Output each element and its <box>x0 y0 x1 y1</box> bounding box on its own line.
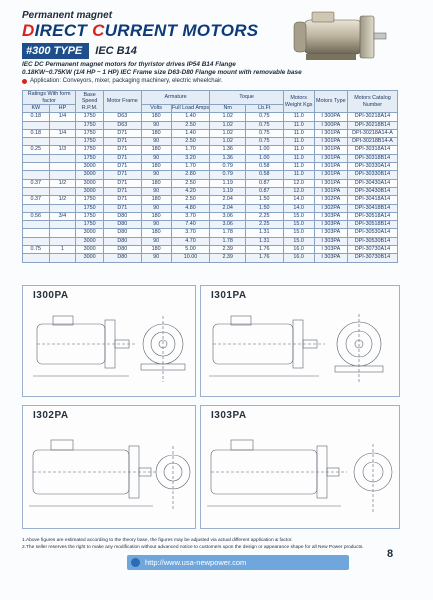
header-torque: Toque <box>210 91 283 105</box>
cell-kw: 0.25 <box>23 146 50 154</box>
cell-catalog: DPI-30730A14 <box>347 246 397 254</box>
cell-hp <box>49 237 76 245</box>
cell-hp <box>49 154 76 162</box>
cell-nm: 2.04 <box>210 204 245 212</box>
cell-amps: 3.20 <box>171 154 210 162</box>
cell-weight: 15.0 <box>283 229 314 237</box>
cell-volts: 180 <box>141 146 171 154</box>
cell-weight: 12.0 <box>283 187 314 195</box>
cell-frame: D80 <box>103 229 141 237</box>
cell-frame: D80 <box>103 212 141 220</box>
cell-nm: 1.78 <box>210 229 245 237</box>
spec-table-body <box>23 113 398 262</box>
cell-speed: 3000 <box>76 163 104 171</box>
cell-hp <box>49 254 76 262</box>
cell-speed: 1750 <box>76 212 104 220</box>
cell-amps: 4.80 <box>171 204 210 212</box>
cell-kw: 0.37 <box>23 179 50 187</box>
cell-hp: 1/3 <box>49 146 76 154</box>
footnote-2: 2.The seller reserves the right to make any modification without advanced notice to customers upon the design or appearance shape for all New Power products. <box>22 545 364 550</box>
cell-nm: 2.39 <box>210 254 245 262</box>
cell-nm: 1.02 <box>210 121 245 129</box>
cell-amps: 1.70 <box>171 146 210 154</box>
cell-kw <box>23 154 50 162</box>
cell-speed: 1750 <box>76 113 104 121</box>
header-armature: Armature <box>141 91 210 105</box>
cell-kw: 0.75 <box>23 246 50 254</box>
cell-frame: D71 <box>103 146 141 154</box>
cell-volts: 180 <box>141 163 171 171</box>
motor-drawing-icon <box>201 286 399 396</box>
iec-label: IEC B14 <box>95 45 137 57</box>
cell-lbft: 1.31 <box>245 229 283 237</box>
cell-kw <box>23 171 50 179</box>
title-d-cap: D <box>22 21 35 40</box>
cell-kw <box>23 221 50 229</box>
motor-drawing-icon <box>23 286 195 396</box>
cell-nm: 1.19 <box>210 179 245 187</box>
cell-volts: 90 <box>141 154 171 162</box>
cell-volts: 180 <box>141 246 171 254</box>
cell-hp <box>49 221 76 229</box>
drawing-title: I300PA <box>33 290 69 301</box>
table-row <box>23 187 398 195</box>
cell-weight: 11.0 <box>283 121 314 129</box>
cell-type: I 302PA <box>314 204 347 212</box>
cell-lbft: 1.00 <box>245 146 283 154</box>
cell-catalog: DPI-30330B14 <box>347 171 397 179</box>
cell-volts: 180 <box>141 113 171 121</box>
cell-frame: D71 <box>103 129 141 137</box>
cell-frame: D71 <box>103 179 141 187</box>
cell-amps: 5.00 <box>171 246 210 254</box>
table-row <box>23 171 398 179</box>
cell-type: I 301PA <box>314 163 347 171</box>
cell-volts: 90 <box>141 237 171 245</box>
table-row <box>23 229 398 237</box>
cell-hp: 1/4 <box>49 113 76 121</box>
cell-nm: 1.02 <box>210 129 245 137</box>
header-kw: KW <box>23 105 50 113</box>
cell-catalog: DPI-30218A14-A <box>347 129 397 137</box>
header-ratings: Ratings With form factor <box>23 91 76 105</box>
cell-weight: 11.0 <box>283 171 314 179</box>
table-row <box>23 237 398 245</box>
cell-amps: 1.40 <box>171 113 210 121</box>
cell-speed: 1750 <box>76 154 104 162</box>
cell-lbft: 0.75 <box>245 129 283 137</box>
cell-kw: 0.18 <box>23 129 50 137</box>
cell-nm: 3.06 <box>210 221 245 229</box>
cell-speed: 1750 <box>76 121 104 129</box>
cell-frame: D63 <box>103 113 141 121</box>
cell-kw <box>23 254 50 262</box>
cell-speed: 3000 <box>76 246 104 254</box>
cell-hp <box>49 204 76 212</box>
cell-type: I 300PA <box>314 113 347 121</box>
cell-lbft: 0.87 <box>245 187 283 195</box>
cell-nm: 1.36 <box>210 146 245 154</box>
cell-type: I 301PA <box>314 138 347 146</box>
header-motor-frame: Motor Frame <box>103 91 141 113</box>
title-c-cap: C <box>92 21 105 40</box>
cell-lbft: 0.75 <box>245 113 283 121</box>
cell-catalog: DPI-30430A14 <box>347 179 397 187</box>
cell-frame: D80 <box>103 221 141 229</box>
cell-hp <box>49 121 76 129</box>
header-base-speed: Base Speed R.P.M. <box>76 91 104 113</box>
cell-speed: 3000 <box>76 229 104 237</box>
cell-type: I 301PA <box>314 179 347 187</box>
cell-weight: 14.0 <box>283 196 314 204</box>
cell-speed: 3000 <box>76 187 104 195</box>
cell-speed: 1750 <box>76 196 104 204</box>
cell-hp <box>49 163 76 171</box>
cell-amps: 3.70 <box>171 229 210 237</box>
cell-catalog: DPI-30530A14 <box>347 229 397 237</box>
cell-type: I 301PA <box>314 171 347 179</box>
header-motors-type: Motors Type <box>314 91 347 113</box>
header-weight: Motors Weight Kgs <box>283 91 314 113</box>
cell-nm: 1.02 <box>210 113 245 121</box>
cell-lbft: 1.00 <box>245 154 283 162</box>
table-row <box>23 138 398 146</box>
header-hp: HP <box>49 105 76 113</box>
motor-drawing-icon <box>23 406 195 528</box>
cell-volts: 90 <box>141 171 171 179</box>
header-nm: Nm <box>210 105 245 113</box>
globe-icon <box>131 558 140 567</box>
cell-weight: 15.0 <box>283 221 314 229</box>
cell-hp <box>49 229 76 237</box>
cell-kw <box>23 187 50 195</box>
cell-speed: 3000 <box>76 237 104 245</box>
cell-lbft: 1.50 <box>245 196 283 204</box>
cell-speed: 1750 <box>76 204 104 212</box>
cell-frame: D80 <box>103 254 141 262</box>
cell-lbft: 0.58 <box>245 171 283 179</box>
spec-table <box>22 90 398 263</box>
description-line-2: 0.18KW~0.75KW (1/4 HP ~ 1 HP) IEC Frame size D63-D80 Flange mount with removable base <box>22 69 302 76</box>
cell-speed: 1750 <box>76 146 104 154</box>
cell-weight: 15.0 <box>283 212 314 220</box>
cell-lbft: 0.58 <box>245 163 283 171</box>
cell-catalog: DPI-30218A14 <box>347 113 397 121</box>
cell-frame: D80 <box>103 237 141 245</box>
cell-weight: 15.0 <box>283 237 314 245</box>
cell-catalog: DPI-30430B14 <box>347 187 397 195</box>
cell-type: I 301PA <box>314 129 347 137</box>
cell-lbft: 2.25 <box>245 221 283 229</box>
cell-type: I 301PA <box>314 154 347 162</box>
header-catalog-number: Motors Catalog Number <box>347 91 397 113</box>
cell-speed: 1750 <box>76 138 104 146</box>
cell-weight: 11.0 <box>283 129 314 137</box>
cell-lbft: 1.31 <box>245 237 283 245</box>
cell-type: I 301PA <box>314 146 347 154</box>
application-line <box>22 78 223 84</box>
cell-volts: 90 <box>141 204 171 212</box>
cell-hp: 1/4 <box>49 129 76 137</box>
cell-hp: 1/2 <box>49 196 76 204</box>
cell-volts: 180 <box>141 212 171 220</box>
cell-kw <box>23 163 50 171</box>
table-row <box>23 254 398 262</box>
cell-hp <box>49 138 76 146</box>
cell-catalog: DPI-30318A14 <box>347 146 397 154</box>
cell-type: I 302PA <box>314 196 347 204</box>
cell-weight: 11.0 <box>283 138 314 146</box>
table-row <box>23 204 398 212</box>
cell-nm: 3.06 <box>210 212 245 220</box>
cell-volts: 90 <box>141 221 171 229</box>
cell-catalog: DPI-30518B14 <box>347 221 397 229</box>
header-lbft: Lb.Ft <box>245 105 283 113</box>
cell-frame: D63 <box>103 121 141 129</box>
cell-hp <box>49 171 76 179</box>
supertitle: Permanent magnet <box>22 10 113 21</box>
cell-kw <box>23 121 50 129</box>
cell-catalog: DPI-30218B14-A <box>347 138 397 146</box>
cell-hp: 1/2 <box>49 179 76 187</box>
drawing-i300pa <box>22 285 196 397</box>
table-row <box>23 163 398 171</box>
cell-catalog: DPI-30730B14 <box>347 254 397 262</box>
cell-nm: 1.36 <box>210 154 245 162</box>
table-row <box>23 212 398 220</box>
cell-lbft: 1.76 <box>245 246 283 254</box>
application-text: Application: Conveyors, mixer, packaging machinery, electric wheelchair. <box>30 78 223 84</box>
cell-nm: 1.02 <box>210 138 245 146</box>
cell-nm: 1.78 <box>210 237 245 245</box>
table-row <box>23 154 398 162</box>
cell-weight: 14.0 <box>283 204 314 212</box>
cell-amps: 2.80 <box>171 171 210 179</box>
cell-catalog: DPI-30330A14 <box>347 163 397 171</box>
cell-kw <box>23 237 50 245</box>
cell-lbft: 0.75 <box>245 121 283 129</box>
cell-kw <box>23 138 50 146</box>
cell-speed: 3000 <box>76 171 104 179</box>
cell-catalog: DPI-30518A14 <box>347 212 397 220</box>
cell-catalog: DPI-30418A14 <box>347 196 397 204</box>
table-row <box>23 221 398 229</box>
cell-volts: 180 <box>141 229 171 237</box>
cell-type: I 303PA <box>314 221 347 229</box>
cell-weight: 11.0 <box>283 146 314 154</box>
drawing-i301pa <box>200 285 400 397</box>
cell-volts: 180 <box>141 129 171 137</box>
cell-catalog: DPI-30318B14 <box>347 154 397 162</box>
cell-frame: D71 <box>103 154 141 162</box>
cell-weight: 11.0 <box>283 154 314 162</box>
cell-weight: 11.0 <box>283 113 314 121</box>
cell-amps: 3.70 <box>171 212 210 220</box>
drawing-i302pa <box>22 405 196 529</box>
cell-catalog: DPI-30218B14 <box>347 121 397 129</box>
cell-catalog: DPI-30530B14 <box>347 237 397 245</box>
cell-type: I 303PA <box>314 237 347 245</box>
cell-lbft: 0.87 <box>245 179 283 187</box>
cell-kw: 0.18 <box>23 113 50 121</box>
table-row <box>23 246 398 254</box>
cell-hp: 1 <box>49 246 76 254</box>
cell-weight: 16.0 <box>283 254 314 262</box>
drawing-i303pa <box>200 405 400 529</box>
cell-type: I 303PA <box>314 254 347 262</box>
type-line <box>22 43 137 59</box>
drawing-title: I301PA <box>211 290 247 301</box>
cell-lbft: 2.25 <box>245 212 283 220</box>
table-row <box>23 146 398 154</box>
cell-amps: 2.50 <box>171 196 210 204</box>
cell-frame: D71 <box>103 204 141 212</box>
cell-lbft: 0.75 <box>245 138 283 146</box>
cell-amps: 4.20 <box>171 187 210 195</box>
cell-frame: D71 <box>103 196 141 204</box>
cell-speed: 1750 <box>76 129 104 137</box>
drawing-title: I303PA <box>211 410 247 421</box>
cell-weight: 12.0 <box>283 179 314 187</box>
cell-speed: 3000 <box>76 254 104 262</box>
cell-kw: 0.37 <box>23 196 50 204</box>
cell-lbft: 1.50 <box>245 204 283 212</box>
cell-amps: 10.00 <box>171 254 210 262</box>
footnote-1: 1.Above figures are estimated according to the theory base, the figures may be adjusted via actual different application & factor. <box>22 538 293 543</box>
cell-volts: 180 <box>141 179 171 187</box>
cell-nm: 1.19 <box>210 187 245 195</box>
url-bar[interactable] <box>127 555 349 570</box>
cell-volts: 180 <box>141 196 171 204</box>
url-text[interactable]: http://www.usa-newpower.com <box>145 558 247 567</box>
title-rest-2: URRENT MOTORS <box>104 21 259 40</box>
footnotes <box>22 537 382 551</box>
motor-drawing-icon <box>201 406 399 528</box>
cell-frame: D80 <box>103 246 141 254</box>
description <box>22 61 312 77</box>
cell-nm: 2.04 <box>210 196 245 204</box>
cell-amps: 7.40 <box>171 221 210 229</box>
cell-amps: 1.70 <box>171 163 210 171</box>
bullet-icon <box>22 79 27 84</box>
table-row <box>23 129 398 137</box>
cell-volts: 90 <box>141 121 171 129</box>
cell-amps: 4.70 <box>171 237 210 245</box>
cell-catalog: DPI-30418B14 <box>347 204 397 212</box>
header-full-load-amps: Full Load Amps <box>171 105 210 112</box>
cell-speed: 3000 <box>76 179 104 187</box>
cell-amps: 2.50 <box>171 179 210 187</box>
cell-frame: D71 <box>103 171 141 179</box>
cell-frame: D71 <box>103 138 141 146</box>
cell-amps: 2.50 <box>171 121 210 129</box>
drawing-title: I302PA <box>33 410 69 421</box>
page-number: 8 <box>387 548 394 560</box>
cell-type: I 303PA <box>314 229 347 237</box>
table-row <box>23 113 398 121</box>
page-title <box>22 21 258 41</box>
table-row <box>23 179 398 187</box>
cell-type: I 303PA <box>314 212 347 220</box>
cell-amps: 1.40 <box>171 129 210 137</box>
cell-lbft: 1.76 <box>245 254 283 262</box>
header-volts: Volts <box>141 105 171 113</box>
description-line-1: IEC DC Permanent magnet motors for thyristor drives IP54 B14 Flange <box>22 61 236 68</box>
cell-kw <box>23 204 50 212</box>
cell-volts: 90 <box>141 138 171 146</box>
cell-frame: D71 <box>103 163 141 171</box>
cell-amps: 2.50 <box>171 138 210 146</box>
cell-weight: 11.0 <box>283 163 314 171</box>
cell-nm: 0.79 <box>210 163 245 171</box>
table-row <box>23 196 398 204</box>
cell-kw <box>23 229 50 237</box>
table-row <box>23 121 398 129</box>
cell-volts: 90 <box>141 187 171 195</box>
title-rest-1: IRECT <box>34 21 93 40</box>
cell-frame: D71 <box>103 187 141 195</box>
cell-speed: 1750 <box>76 221 104 229</box>
cell-hp: 3/4 <box>49 212 76 220</box>
cell-type: I 300PA <box>314 121 347 129</box>
cell-nm: 2.39 <box>210 246 245 254</box>
cell-volts: 90 <box>141 254 171 262</box>
type-badge: #300 TYPE <box>22 43 89 59</box>
cell-type: I 303PA <box>314 246 347 254</box>
cell-nm: 0.79 <box>210 171 245 179</box>
cell-weight: 16.0 <box>283 246 314 254</box>
cell-hp <box>49 187 76 195</box>
cell-kw: 0.56 <box>23 212 50 220</box>
motor-photo <box>286 6 396 68</box>
cell-type: I 301PA <box>314 187 347 195</box>
